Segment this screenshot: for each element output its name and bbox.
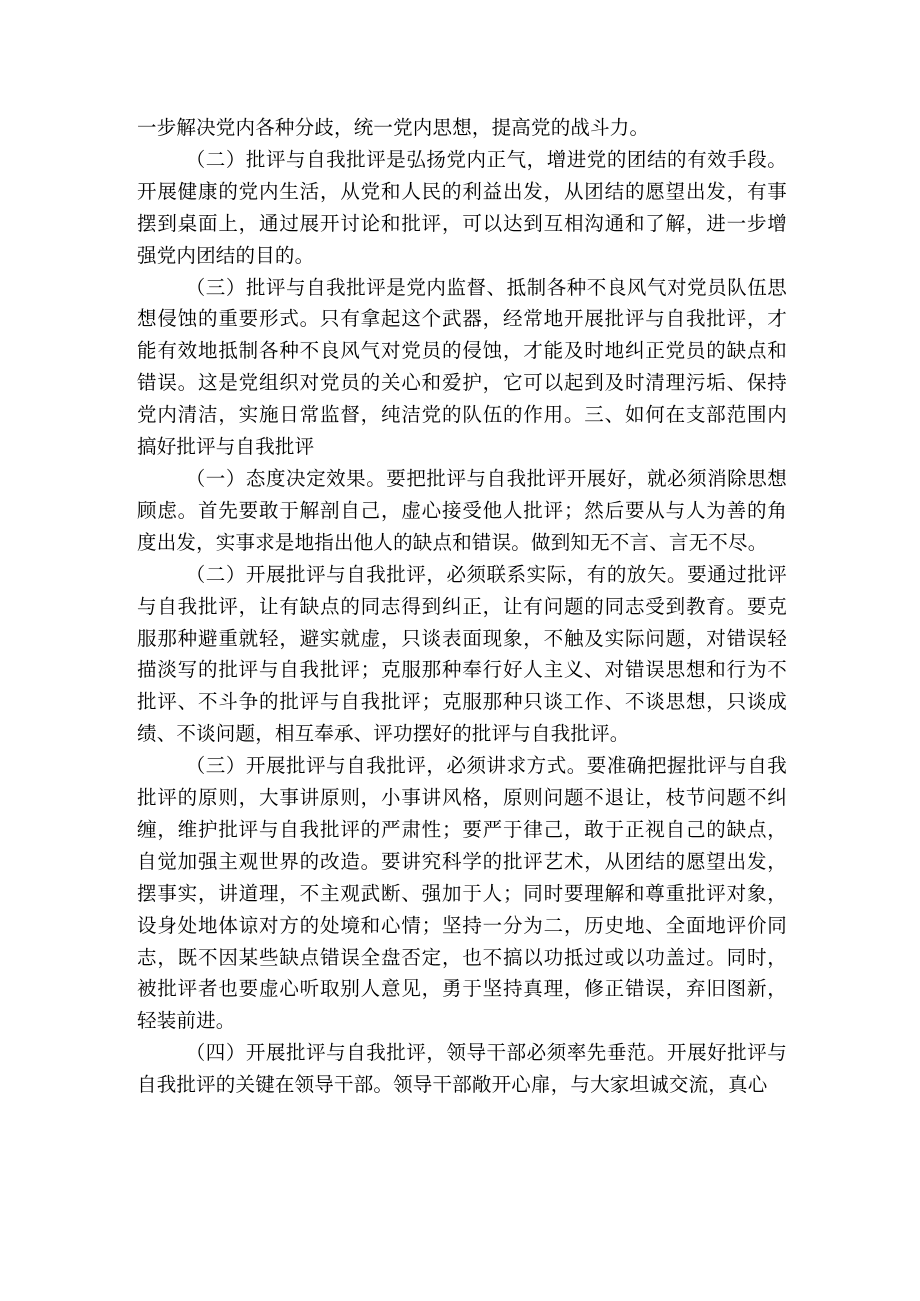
document-body xyxy=(137,112,787,1101)
paragraph-3: （三）批评与自我批评是党内监督、抵制各种不良风气对党员队伍思想侵蚀的重要形式。只有拿起这个武器，经常地开展批评与自我批评，才能有效地抵制各种不良风气对党员的侵蚀，才能及时地纠正党员的缺点和错误。这是党组织对党员的关心和爱护，它可以起到及时清理污垢、保持党内清洁，实施日常监督，纯洁党的队伍的作用。三、如何在支部范围内搞好批评与自我批评 xyxy=(137,275,787,459)
paragraph-2: （二）批评与自我批评是弘扬党内正气，增进党的团结的有效手段。开展健康的党内生活，从党和人民的利益出发，从团结的愿望出发，有事摆到桌面上，通过展开讨论和批评，可以达到互相沟通和了解，进一步增强党内团结的目的。 xyxy=(137,147,787,267)
paragraph-5: （二）开展批评与自我批评，必须联系实际，有的放矢。要通过批评与自我批评，让有缺点的同志得到纠正，让有问题的同志受到教育。要克服那种避重就轻，避实就虚，只谈表面现象，不触及实际问题，对错误轻描淡写的批评与自我批评；克服那种奉行好人主义、对错误思想和行为不批评、不斗争的批评与自我批评；克服那种只谈工作、不谈思想，只谈成绩、不谈问题，相互奉承、评功摆好的批评与自我批评。 xyxy=(137,562,787,746)
paragraph-6: （三）开展批评与自我批评，必须讲求方式。要准确把握批评与自我批评的原则，大事讲原则，小事讲风格，原则问题不退让，枝节问题不纠缠，维护批评与自我批评的严肃性；要严于律己，敢于正视自己的缺点，自觉加强主观世界的改造。要讲究科学的批评艺术，从团结的愿望出发，摆事实，讲道理，不主观武断、强加于人；同时要理解和尊重批评对象，设身处地体谅对方的处境和心情；坚持一分为二，历史地、全面地评价同志，既不因某些缺点错误全盘否定，也不搞以功抵过或以功盖过。同时，被批评者也要虚心听取别人意见，勇于坚持真理，修正错误，弃旧图新，轻装前进。 xyxy=(137,754,787,1033)
paragraph-continuation: 一步解决党内各种分歧，统一党内思想，提高党的战斗力。 xyxy=(137,116,650,139)
paragraph-7: （四）开展批评与自我批评，领导干部必须率先垂范。开展好批评与自我批评的关键在领导干部。领导干部敞开心扉，与大家坦诚交流，真心 xyxy=(137,1041,787,1097)
paragraph-4: （一）态度决定效果。要把批评与自我批评开展好，就必须消除思想顾虑。首先要敢于解剖自己，虚心接受他人批评；然后要从与人为善的角度出发，实事求是地指出他人的缺点和错误。做到知无不言、言无不尽。 xyxy=(137,466,787,554)
